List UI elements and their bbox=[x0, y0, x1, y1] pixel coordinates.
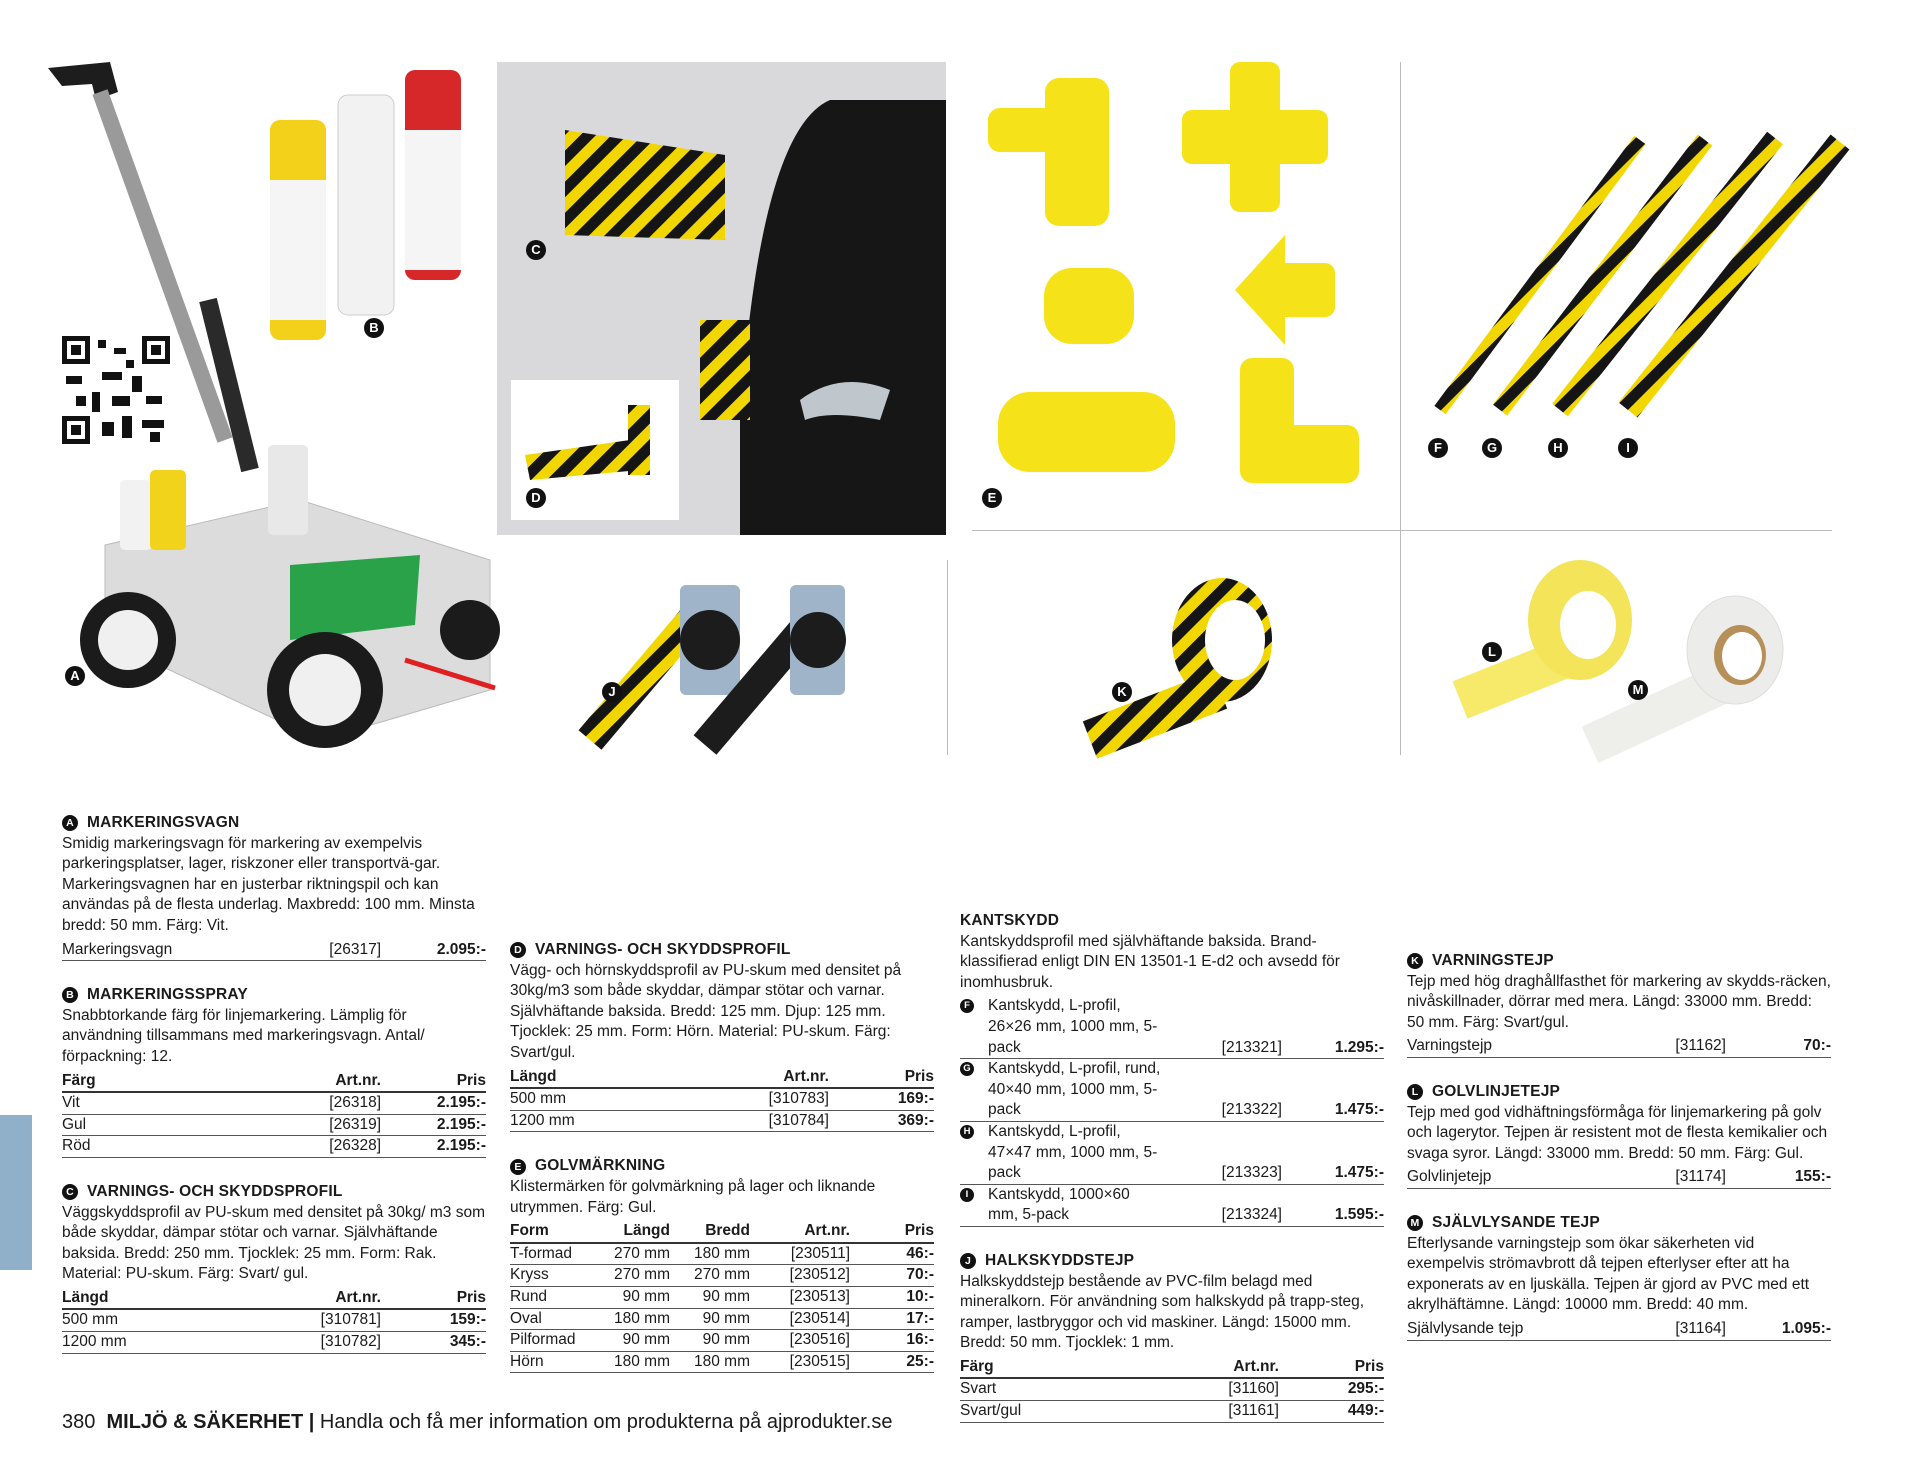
table-header bbox=[510, 1067, 934, 1090]
item-badge: H bbox=[960, 1125, 974, 1139]
table-cell: 180 mm bbox=[614, 1352, 670, 1370]
column-header: Pris bbox=[904, 1067, 934, 1085]
table-cell: 10:- bbox=[906, 1287, 934, 1305]
marking-spray-image bbox=[270, 70, 461, 340]
table-cell: Röd bbox=[62, 1137, 91, 1155]
image-badge-b: B bbox=[364, 318, 384, 338]
table-cell: 1.095:- bbox=[1781, 1319, 1831, 1337]
table-cell: 500 mm bbox=[510, 1090, 566, 1108]
section-heading bbox=[1407, 1213, 1831, 1234]
table-cell: 345:- bbox=[449, 1333, 486, 1351]
table-row bbox=[1407, 1036, 1831, 1058]
column-header: Art.nr. bbox=[804, 1222, 850, 1240]
table-cell: Svart/gul bbox=[960, 1402, 1022, 1420]
table-row bbox=[62, 1332, 486, 1354]
section-heading bbox=[1407, 951, 1831, 972]
price-table bbox=[62, 940, 486, 962]
section-badge: A bbox=[62, 815, 78, 831]
table-cell: 90 mm bbox=[622, 1287, 670, 1305]
divider bbox=[972, 530, 1832, 531]
table-row bbox=[510, 1309, 934, 1331]
product-column-4 bbox=[1407, 951, 1831, 1365]
table-cell: Hörn bbox=[510, 1352, 544, 1370]
table-cell: 500 mm bbox=[62, 1311, 118, 1329]
image-badge-j: J bbox=[602, 682, 622, 702]
footer-text: Handla och få mer information om produkterna på ajprodukter.se bbox=[319, 1411, 893, 1433]
column-header: Längd bbox=[62, 1288, 109, 1306]
section-title: KANTSKYDD bbox=[960, 912, 1060, 929]
section-heading bbox=[960, 1251, 1384, 1272]
table-cell: [26319] bbox=[329, 1115, 381, 1133]
floor-marking-shapes bbox=[988, 62, 1359, 483]
table-cell: 2.195:- bbox=[436, 1115, 486, 1133]
table-cell: 180 mm bbox=[614, 1309, 670, 1327]
column-header: Pris bbox=[456, 1071, 486, 1089]
table-cell: 90 mm bbox=[702, 1309, 750, 1327]
product-section bbox=[1407, 951, 1831, 1058]
table-cell: Självlysande tejp bbox=[1407, 1319, 1524, 1337]
table-cell: [31164] bbox=[1675, 1319, 1726, 1337]
table-cell: 16:- bbox=[906, 1331, 934, 1349]
item-description: Kantskydd, L-profil, 26×26 mm, 1000 mm, 5-pack bbox=[988, 997, 1158, 1056]
table-row bbox=[62, 1115, 486, 1137]
table-cell: 90 mm bbox=[702, 1287, 750, 1305]
image-badge-k: K bbox=[1112, 682, 1132, 702]
section-badge: D bbox=[510, 942, 526, 958]
column-header: Art.nr. bbox=[335, 1288, 381, 1306]
table-cell: [31174] bbox=[1675, 1168, 1726, 1186]
item-article-number: [213321] bbox=[1221, 1038, 1282, 1056]
section-description: Efterlysande varningstejp som ökar säkerheten vid exempelvis strömavbrott då tejpen efterlyser efter att ha exponerats av en ljuskälla. Tejpen är gjord av PVC med ett akrylhäftämne. Längd: 10000 mm. Bredd: 40 mm. bbox=[1407, 1234, 1810, 1314]
item-price: 1.595:- bbox=[1334, 1206, 1384, 1224]
image-badge-l: L bbox=[1482, 642, 1502, 662]
price-table bbox=[510, 1221, 934, 1373]
product-item-row bbox=[960, 1059, 1384, 1122]
table-row bbox=[62, 1093, 486, 1115]
section-heading bbox=[510, 1156, 934, 1177]
section-description: Väggskyddsprofil av PU-skum med densitet på 30kg/ m3 som både skyddar, dämpar stötar och varnar. Självhäftande baksida. Bredd: 250 mm. Tjocklek: 25 mm. Form: Rak. Material: PU-skum. Färg: Svart/ gul. bbox=[62, 1203, 485, 1283]
column-header: Art.nr. bbox=[335, 1071, 381, 1089]
section-badge: M bbox=[1407, 1215, 1423, 1231]
section-title: SJÄLVLYSANDE TEJP bbox=[1432, 1213, 1600, 1231]
table-cell: 159:- bbox=[449, 1311, 486, 1329]
product-column-1 bbox=[62, 813, 486, 1378]
section-title: GOLVMÄRKNING bbox=[535, 1157, 666, 1175]
table-row bbox=[510, 1352, 934, 1374]
column-header: Pris bbox=[1354, 1357, 1384, 1375]
product-section bbox=[62, 813, 486, 961]
section-title: MARKERINGSSPRAY bbox=[87, 986, 248, 1004]
table-cell: Gul bbox=[62, 1115, 87, 1133]
table-cell: 1200 mm bbox=[62, 1333, 127, 1351]
table-cell: T-formad bbox=[510, 1244, 573, 1262]
section-title: MARKERINGSVAGN bbox=[87, 814, 240, 831]
price-table bbox=[1407, 1319, 1831, 1341]
table-cell: [230512] bbox=[789, 1266, 850, 1284]
image-badge-e: E bbox=[982, 488, 1002, 508]
section-description: Halkskyddstejp bestående av PVC-film belagd med mineralkorn. För användning som halkskydd på trapp-steg, ramper, lastbryggor och vid maskiner. Längd: 15000 mm. Bredd: 50 mm. Tjocklek: 1 mm. bbox=[960, 1272, 1365, 1352]
table-header bbox=[62, 1071, 486, 1094]
table-cell: Oval bbox=[510, 1309, 542, 1327]
section-description: Tejp med hög draghållfasthet för markering av skydds-räcken, nivåskillnader, dörrar med mera. Längd: 33000 mm. Bredd: 50 mm. Färg: Svart/gul. bbox=[1407, 972, 1831, 1031]
section-description: Snabbtorkande färg för linjemarkering. Lämplig för användning tillsammans med markeringsvagn. Antal/ förpackning: 12. bbox=[62, 1006, 425, 1065]
table-row bbox=[62, 1136, 486, 1158]
section-badge: C bbox=[62, 1184, 78, 1200]
section-description: Vägg- och hörnskyddsprofil av PU-skum med densitet på 30kg/m3 som både skyddar, dämpar stötar och varnar. Självhäftande baksida. Bredd: 125 mm. Djup: 125 mm. Tjocklek: 25 mm. Form: Hörn. Material: PU-skum. Färg: Svart/gul. bbox=[510, 961, 902, 1061]
product-section bbox=[1407, 1213, 1831, 1341]
image-badge-i: I bbox=[1618, 438, 1638, 458]
table-row bbox=[1407, 1167, 1831, 1189]
section-title: GOLVLINJETEJP bbox=[1432, 1082, 1561, 1100]
product-item-row bbox=[960, 1122, 1384, 1185]
product-item-row bbox=[960, 1185, 1384, 1227]
item-price: 1.295:- bbox=[1334, 1038, 1384, 1056]
section-description: Klistermärken för golvmärkning på lager och liknande utrymmen. Färg: Gul. bbox=[510, 1177, 876, 1216]
section-badge: B bbox=[62, 987, 78, 1003]
column-header: Pris bbox=[904, 1222, 934, 1240]
image-badge-d: D bbox=[526, 488, 546, 508]
section-heading bbox=[1407, 1082, 1831, 1103]
table-row bbox=[1407, 1319, 1831, 1341]
table-cell: 180 mm bbox=[694, 1244, 750, 1262]
table-cell: [230514] bbox=[789, 1309, 850, 1327]
item-badge: F bbox=[960, 999, 974, 1013]
table-cell: [230515] bbox=[789, 1352, 850, 1370]
table-cell: 25:- bbox=[906, 1352, 934, 1370]
table-row bbox=[510, 1089, 934, 1111]
table-cell: 270 mm bbox=[614, 1244, 670, 1262]
table-cell: Kryss bbox=[510, 1266, 549, 1284]
table-row bbox=[960, 1379, 1384, 1401]
section-title: VARNINGS- OCH SKYDDSPROFIL bbox=[87, 1182, 343, 1200]
section-name: MILJÖ & SÄKERHET bbox=[106, 1411, 304, 1433]
qr-code bbox=[62, 336, 170, 444]
price-table bbox=[62, 1071, 486, 1158]
table-cell: 295:- bbox=[1347, 1380, 1384, 1398]
table-cell: [310782] bbox=[320, 1333, 381, 1351]
table-header bbox=[510, 1221, 934, 1244]
table-cell: 180 mm bbox=[694, 1352, 750, 1370]
table-row bbox=[62, 940, 486, 962]
price-table bbox=[1407, 1036, 1831, 1058]
table-cell: 270 mm bbox=[614, 1266, 670, 1284]
table-cell: 2.195:- bbox=[436, 1137, 486, 1155]
price-table bbox=[960, 1357, 1384, 1423]
price-table bbox=[1407, 1167, 1831, 1189]
table-cell: Golvlinjetejp bbox=[1407, 1168, 1492, 1186]
warning-tape-roll bbox=[1090, 578, 1272, 740]
table-header bbox=[62, 1288, 486, 1311]
product-section bbox=[960, 911, 1384, 1227]
table-cell: Varningstejp bbox=[1407, 1037, 1493, 1055]
section-description: Tejp med god vidhäftningsförmåga för linjemarkering på golv och lagerytor. Tejpen är resistent mot de flesta kemikalier och svaga syror. Längd: 33000 mm. Bredd: 50 mm. Färg: Gul. bbox=[1407, 1103, 1828, 1162]
image-badge-h: H bbox=[1548, 438, 1568, 458]
table-cell: 2.195:- bbox=[436, 1094, 486, 1112]
section-title: HALKSKYDDSTEJP bbox=[985, 1251, 1135, 1269]
table-cell: [230513] bbox=[789, 1287, 850, 1305]
column-header: Färg bbox=[960, 1357, 994, 1375]
table-row bbox=[510, 1265, 934, 1287]
item-badge: G bbox=[960, 1062, 974, 1076]
section-badge: K bbox=[1407, 953, 1423, 969]
product-item-row bbox=[960, 996, 1384, 1059]
item-article-number: [213324] bbox=[1221, 1206, 1282, 1224]
section-description: Smidig markeringsvagn för markering av exempelvis parkeringsplatser, lager, riskzoner eller transportvä-gar. Markeringsvagnen har en justerbar riktningspil och kan användas på de flesta underlag. Maxbredd: 100 mm. Minsta bredd: 50 mm. Färg: Vit. bbox=[62, 834, 475, 934]
product-section bbox=[1407, 1082, 1831, 1189]
table-cell: 2.095:- bbox=[436, 940, 486, 958]
table-cell: Pilformad bbox=[510, 1331, 576, 1349]
table-cell: Vit bbox=[62, 1094, 80, 1112]
section-heading bbox=[62, 985, 486, 1006]
divider bbox=[1400, 62, 1401, 755]
table-cell: 155:- bbox=[1794, 1168, 1831, 1186]
table-cell: [26317] bbox=[329, 940, 381, 958]
table-cell: [310783] bbox=[768, 1090, 829, 1108]
divider bbox=[947, 560, 948, 755]
floor-line-tapes bbox=[1460, 560, 1783, 745]
table-cell: 70:- bbox=[906, 1266, 934, 1284]
image-badge-a: A bbox=[65, 666, 85, 686]
item-price: 1.475:- bbox=[1334, 1101, 1384, 1119]
section-description: Kantskyddsprofil med självhäftande baksida. Brand-klassifierad enligt DIN EN 13501-1 E-d2 och avsedd för inomhusbruk. bbox=[960, 932, 1340, 991]
product-section bbox=[62, 985, 486, 1158]
table-row bbox=[510, 1287, 934, 1309]
product-column-3 bbox=[960, 911, 1384, 1447]
item-price: 1.475:- bbox=[1334, 1164, 1384, 1182]
table-cell: [310784] bbox=[768, 1111, 829, 1129]
image-badge-m: M bbox=[1628, 680, 1648, 700]
item-description: Kantskydd, L-profil, rund, 40×40 mm, 1000 mm, 5-pack bbox=[988, 1060, 1161, 1119]
table-cell: [26328] bbox=[329, 1137, 381, 1155]
table-row bbox=[510, 1111, 934, 1133]
product-section bbox=[62, 1182, 486, 1354]
page-number: 380 bbox=[62, 1411, 96, 1433]
section-badge: E bbox=[510, 1159, 526, 1175]
column-header: Längd bbox=[623, 1222, 670, 1240]
table-cell: [230511] bbox=[790, 1244, 850, 1262]
image-badge-c: C bbox=[526, 240, 546, 260]
section-heading bbox=[960, 911, 1384, 932]
table-cell: 270 mm bbox=[694, 1266, 750, 1284]
product-section bbox=[510, 940, 934, 1132]
section-heading bbox=[62, 813, 486, 834]
item-badge: I bbox=[960, 1188, 974, 1202]
section-heading bbox=[62, 1182, 486, 1203]
wall-protection-photo bbox=[497, 62, 946, 535]
table-cell: 46:- bbox=[906, 1244, 934, 1262]
footer-separator: | bbox=[308, 1411, 315, 1433]
table-cell: [310781] bbox=[320, 1311, 381, 1329]
table-cell: 1200 mm bbox=[510, 1111, 575, 1129]
table-cell: Svart bbox=[960, 1380, 997, 1398]
edge-guard-strips bbox=[1440, 138, 1840, 410]
table-cell: 449:- bbox=[1347, 1402, 1384, 1420]
table-cell: 169:- bbox=[897, 1090, 934, 1108]
section-tab bbox=[0, 1115, 32, 1270]
item-description: Kantskydd, 1000×60 mm, 5-pack bbox=[988, 1185, 1130, 1224]
table-cell: [230516] bbox=[789, 1331, 850, 1349]
item-description: Kantskydd, L-profil, 47×47 mm, 1000 mm, 5-pack bbox=[988, 1122, 1158, 1182]
column-header: Art.nr. bbox=[783, 1067, 829, 1085]
table-cell: [26318] bbox=[329, 1094, 381, 1112]
image-badge-f: F bbox=[1428, 438, 1448, 458]
section-badge: J bbox=[960, 1253, 976, 1269]
table-cell: [31160] bbox=[1228, 1380, 1279, 1398]
table-cell: [31161] bbox=[1228, 1402, 1279, 1420]
table-cell: Markeringsvagn bbox=[62, 940, 173, 958]
section-title: VARNINGSTEJP bbox=[1432, 952, 1554, 969]
image-badge-g: G bbox=[1482, 438, 1502, 458]
section-heading bbox=[510, 940, 934, 961]
price-table bbox=[510, 1067, 934, 1133]
section-badge: L bbox=[1407, 1084, 1423, 1100]
item-article-number: [213322] bbox=[1221, 1101, 1282, 1119]
column-header: Bredd bbox=[705, 1222, 750, 1240]
table-cell: 70:- bbox=[1803, 1037, 1831, 1055]
section-title: VARNINGS- OCH SKYDDSPROFIL bbox=[535, 941, 791, 958]
column-header: Längd bbox=[510, 1067, 557, 1085]
table-cell: 90 mm bbox=[622, 1331, 670, 1349]
column-header: Pris bbox=[456, 1288, 486, 1306]
table-cell: 90 mm bbox=[702, 1331, 750, 1349]
product-section bbox=[960, 1251, 1384, 1423]
table-cell: Rund bbox=[510, 1287, 548, 1305]
item-article-number: [213323] bbox=[1221, 1164, 1282, 1182]
page-footer bbox=[62, 1411, 892, 1434]
product-column-2 bbox=[510, 940, 934, 1397]
price-table bbox=[62, 1288, 486, 1354]
product-section bbox=[510, 1156, 934, 1373]
table-row bbox=[62, 1310, 486, 1332]
table-cell: [31162] bbox=[1675, 1037, 1726, 1055]
table-row bbox=[510, 1244, 934, 1266]
column-header: Form bbox=[510, 1222, 549, 1240]
table-row bbox=[960, 1401, 1384, 1423]
table-header bbox=[960, 1357, 1384, 1380]
column-header: Art.nr. bbox=[1233, 1357, 1279, 1375]
anti-slip-tapes bbox=[590, 585, 846, 745]
table-row bbox=[510, 1330, 934, 1352]
column-header: Färg bbox=[62, 1071, 96, 1089]
table-cell: 369:- bbox=[897, 1111, 934, 1129]
table-cell: 17:- bbox=[906, 1309, 934, 1327]
